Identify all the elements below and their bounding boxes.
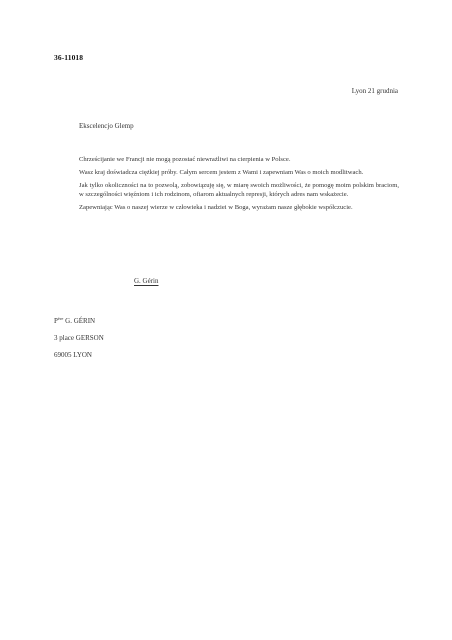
- letter-body: [79, 155, 399, 216]
- reference-number: 36-11018: [54, 53, 84, 62]
- sender-street: 3 place GERSON: [54, 334, 104, 342]
- paragraph-2: Wasz kraj doświadcza ciężkiej próby. Całym sercem jestem z Wami i zapewniam Was o moich modlitwach.: [79, 169, 364, 176]
- date-line: Lyon 21 grudnia: [351, 87, 398, 95]
- sender-city: 69005 LYON: [54, 351, 92, 359]
- paragraph-1: Chrześcijanie we Francji nie mogą pozostać niewrażliwi na cierpienia w Polsce.: [79, 156, 291, 163]
- paragraph-4: Zapewniając Was o naszej wierze w człowieka i nadziei w Boga, wyrażam nasze głębokie współczucie.: [79, 204, 353, 211]
- paragraph-3: Jak tylko okoliczności na to pozwolą, zobowiązuję się, w miarę swoich możliwości, że pomogę moim polskim braciom, w szczególności więźniom i ich rodzinom, ofiarom aktualnych represji, których adres nam wskażecie.: [79, 182, 399, 198]
- salutation: Ekscelencjo Glemp: [79, 122, 134, 130]
- sender-name-prefix-sup: ère: [57, 316, 64, 321]
- sender-address: [54, 310, 104, 364]
- sender-name-line: [54, 310, 104, 330]
- sender-name-prefix: P: [54, 317, 58, 325]
- sender-name: G. GÉRIN: [65, 317, 96, 325]
- signature: G. Gérin: [134, 277, 159, 285]
